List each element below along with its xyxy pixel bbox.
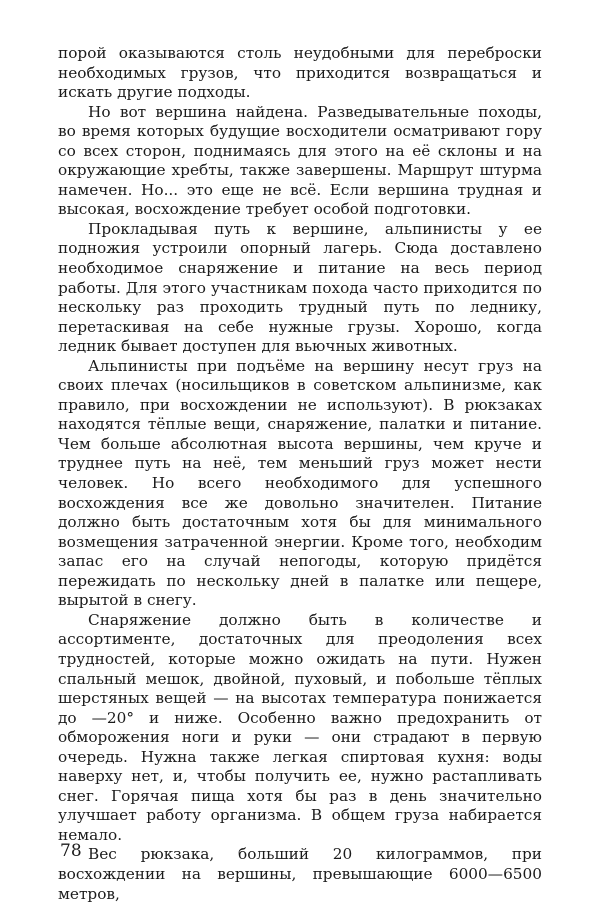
paragraph-backpack-weight: Вес рюкзака, больший 20 килограммов, при восхождении на вершины, превышающие 6000—6500 метров, [58,845,542,903]
page-number: 78 [60,841,82,861]
paragraph-equipment: Снаряжение должно быть в количестве и ассортименте, достаточных для преодоления всех трудностей, которые можно ожидать на пути. Нужен спальный мешок, двойной, пуховый, и побольше тёплых шерстяных вещей — на высотах температура понижается до —20° и ниже. Особенно важно предохранить от обморожения ноги и руки — они страдают в первую очередь. Нужна также легкая спиртовая кухня: воды наверху нет, и, чтобы получить ее, нужно растапливать снег. Горячая пища хотя бы раз в день значительно улучшает работу организма. В общем груза набирается немало. [58,610,542,844]
paragraph-base-camp: Прокладывая путь к вершине, альпинисты у ее подножия устроили опорный лагерь. Сюда доставлено необходимое снаряжение и питание на весь период работы. Для этого участникам похода часто приходится по нескольку раз проходить трудный путь по леднику, перетаскивая на себе нужные грузы. Хорошо, когда ледник бывает доступен для вьючных животных. [58,219,542,356]
paragraph-continued: порой оказываются столь неудобными для переброски необходимых грузов, что приходится возвращаться и искать другие подходы. [58,44,542,102]
paragraph-carrying-load: Альпинисты при подъёме на вершину несут груз на своих плечах (носильщиков в советском альпинизме, как правило, при восхождении не используют). В рюкзаках находятся тёплые вещи, снаряжение, палатки и питание. Чем больше абсолютная высота вершины, чем круче и труднее путь на неё, тем меньший груз может нести человек. Но всего необходимого для успешного восхождения все же довольно значителен. Питание должно быть достаточным хотя бы для минимального возмещения затраченной энергии. Кроме того, необходим запас его на случай непогоды, которую придётся пережидать по нескольку дней в палатке или пещере, вырытой в снегу. [58,356,542,610]
paragraph-summit-found: Но вот вершина найдена. Разведывательные походы, во время которых будущие восходители осматривают гору со всех сторон, поднимаясь для этого на её склоны и на окружающие хребты, также завершены. Маршрут штурма намечен. Но... это еще не всё. Если вершина трудная и высокая, восхождение требует особой подготовки. [58,102,542,219]
page-text-block [58,44,542,904]
